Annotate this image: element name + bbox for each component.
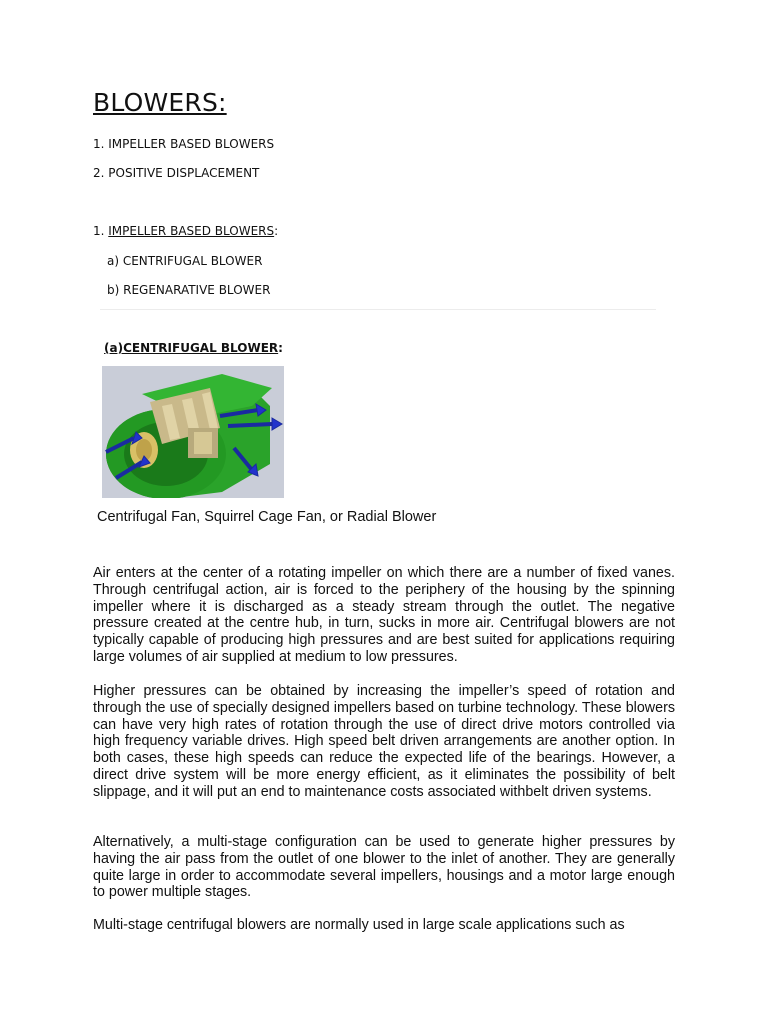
page-title: BLOWERS: (93, 88, 227, 117)
subsection-title: (a)CENTRIFUGAL BLOWER (104, 341, 279, 355)
figure-caption: Centrifugal Fan, Squirrel Cage Fan, or Radial Blower (97, 509, 437, 525)
blower-type-item: 2. POSITIVE DISPLACEMENT (93, 166, 260, 180)
blower-type-item: 1. IMPELLER BASED BLOWERS (93, 137, 275, 151)
section-title: IMPELLER BASED BLOWERS (108, 224, 275, 238)
body-paragraph: Air enters at the center of a rotating impeller on which there are a number of fixed vanes. Through centrifugal action, air is forced to the periphery of the housing by the spinning impeller where it is discharged as a steady stream through the outlet. The negative pressure created at the centre hub, in turn, sucks in more air. Centrifugal blowers are not typically capable of producing high pressures and are best suited for applications requiring large volumes of air supplied at medium to low pressures. (93, 565, 675, 665)
subsection-heading (104, 341, 283, 355)
body-paragraph: Higher pressures can be obtained by increasing the impeller’s speed of rotation and through the use of specially designed impellers based on turbine technology. These blowers can have very high rates of rotation through the use of direct drive motors controlled via high frequency variable drives. High speed belt driven arrangements are another option. In both cases, these high speeds can reduce the expected life of the bearings. However, a direct drive system will be more energy efficient, as it eliminates the possibility of belt slippage, and it will put an end to maintenance costs associated withbelt driven systems. (93, 683, 675, 800)
subtype-item: b) REGENARATIVE BLOWER (107, 283, 271, 297)
centrifugal-blower-illustration (102, 366, 284, 498)
section-colon: : (274, 224, 279, 238)
divider (100, 309, 656, 310)
body-paragraph: Multi-stage centrifugal blowers are normally used in large scale applications such as (93, 917, 625, 933)
section-number: 1. (93, 224, 109, 238)
subsection-colon: : (278, 341, 283, 355)
section-heading (93, 224, 278, 238)
body-paragraph: Alternatively, a multi-stage configuration can be used to generate higher pressures by having the air pass from the outlet of one blower to the inlet of another. They are generally quite large in order to accommodate several impellers, housings and a motor large enough to power multiple stages. (93, 834, 675, 901)
subtype-item: a) CENTRIFUGAL BLOWER (107, 254, 263, 268)
